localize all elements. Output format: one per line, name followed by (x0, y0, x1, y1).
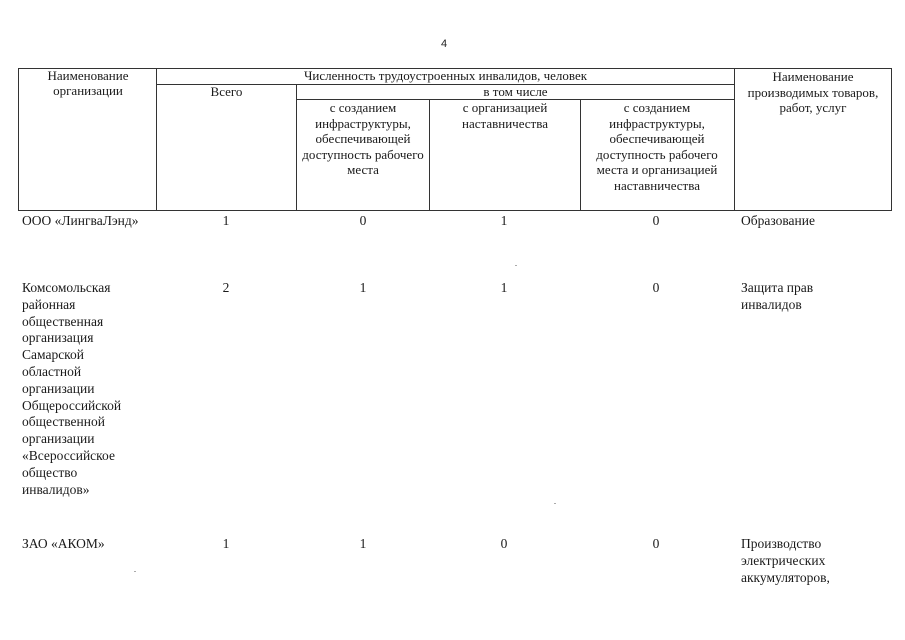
row-total: 2 (222, 280, 230, 295)
row-org: ООО «ЛингваЛэнд» (22, 213, 139, 228)
header-org-name: Наименование организации (47, 68, 129, 98)
header-right-border (891, 68, 892, 211)
row-goods: Производство электрических аккумуляторов, (741, 536, 830, 585)
row-mentoring: 1 (500, 280, 508, 295)
row-infra: 1 (359, 536, 367, 551)
row-infra-mentoring: 0 (652, 280, 660, 295)
row-infra: 0 (359, 213, 367, 228)
row-infra-mentoring: 0 (652, 213, 660, 228)
row-infra-mentoring: 0 (652, 536, 660, 551)
header-total-divider (296, 84, 297, 211)
row-goods: Защита прав инвалидов (741, 280, 814, 312)
header-infra-divider (429, 99, 430, 211)
page-number: 4 (441, 38, 448, 50)
header-mentoring-divider (580, 99, 581, 211)
header-left-border (18, 68, 19, 211)
row-org: Комсомольская районная общественная организация Самарской областной организации Общероссийской общественной организации «Всероссийское общество инвалидов» (22, 280, 122, 497)
header-including: в том числе (483, 84, 548, 99)
header-mentoring: с организацией наставничества (462, 100, 548, 131)
header-goods: Наименование производимых товаров, работ, услуг (747, 69, 879, 115)
row-goods: Образование (741, 213, 815, 228)
row-mentoring: 0 (500, 536, 508, 551)
scan-speck (134, 571, 136, 572)
scan-speck (515, 265, 517, 266)
header-total: Всего (210, 84, 243, 99)
row-total: 1 (222, 213, 230, 228)
header-goods-divider (734, 68, 735, 211)
row-total: 1 (222, 536, 230, 551)
scan-speck (554, 503, 556, 504)
header-infra-mentoring: с созданием инфраструктуры, обеспечивающей доступность рабочего места и организацией наставничества (596, 100, 718, 193)
header-infra: с созданием инфраструктуры, обеспечивающей доступность рабочего места (302, 100, 424, 177)
header-bottom-border (18, 210, 892, 211)
header-employed-group: Численность трудоустроенных инвалидов, человек (303, 68, 588, 83)
row-infra: 1 (359, 280, 367, 295)
row-org: ЗАО «АКОМ» (22, 536, 105, 551)
row-mentoring: 1 (500, 213, 508, 228)
